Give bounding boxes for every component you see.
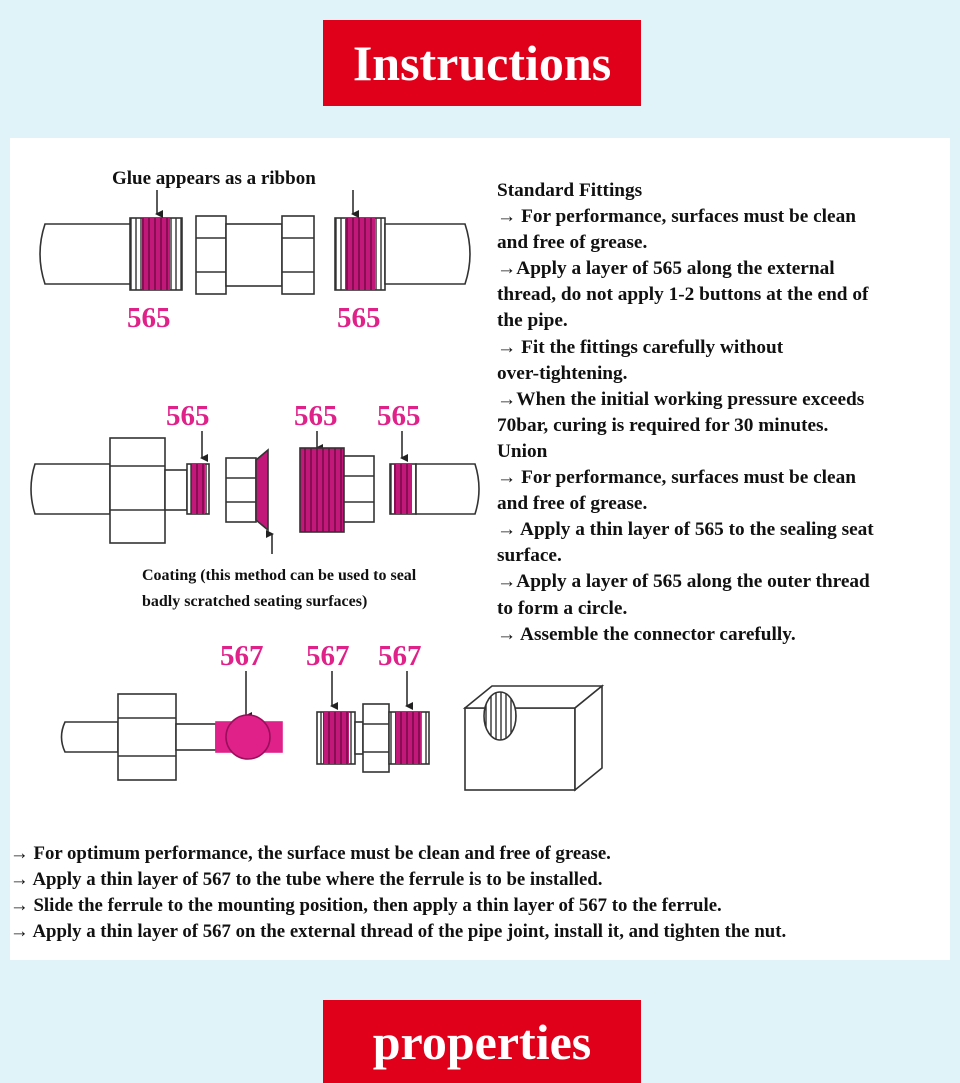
label-567-2: 567 bbox=[306, 640, 350, 672]
standard-fittings-title: Standard Fittings bbox=[497, 180, 643, 201]
label-565-union-2: 565 bbox=[294, 400, 338, 432]
label-565-union-1: 565 bbox=[166, 400, 210, 432]
instructions-banner bbox=[323, 20, 641, 106]
union-line: surface. bbox=[497, 545, 562, 567]
standard-line: → Fit the fittings carefully without bbox=[497, 336, 784, 358]
union-title: Union bbox=[497, 440, 548, 462]
label-565-right: 565 bbox=[337, 302, 381, 334]
union-nut bbox=[300, 448, 374, 532]
label-565-left: 565 bbox=[127, 302, 171, 334]
standard-line: 70bar, curing is required for 30 minutes. bbox=[497, 414, 829, 436]
ferrule-joint bbox=[317, 704, 429, 772]
label-565-union-3: 565 bbox=[377, 400, 421, 432]
properties-banner bbox=[323, 1000, 641, 1083]
threaded-block bbox=[465, 686, 602, 790]
coating-caption-line1: Coating (this method can be used to seal bbox=[142, 567, 417, 584]
standard-line: →When the initial working pressure exceeds bbox=[497, 388, 865, 410]
right-pipe bbox=[335, 218, 470, 290]
steps-block bbox=[497, 178, 952, 648]
standard-line: and free of grease. bbox=[497, 232, 648, 254]
union-pipe-left bbox=[31, 438, 209, 543]
ferrule-line: → Apply a thin layer of 567 on the external thread of the pipe joint, install it, and tighten the nut. bbox=[10, 921, 787, 943]
instructions-title: Instructions bbox=[352, 35, 612, 91]
standard-line: →Apply a layer of 565 along the external bbox=[497, 258, 835, 280]
union-line: →Apply a layer of 565 along the outer thread bbox=[497, 571, 870, 593]
ferrule-line: → Apply a thin layer of 567 to the tube where the ferrule is to be installed. bbox=[10, 869, 603, 891]
union-line: to form a circle. bbox=[497, 597, 628, 619]
label-567-3: 567 bbox=[378, 640, 422, 672]
union-line: → Apply a thin layer of 565 to the sealing seat bbox=[497, 519, 874, 541]
standard-line: thread, do not apply 1-2 buttons at the end of bbox=[497, 284, 869, 306]
standard-line: over-tightening. bbox=[497, 362, 628, 384]
coating-caption-line2: badly scratched seating surfaces) bbox=[142, 593, 368, 610]
left-pipe bbox=[40, 218, 182, 290]
union-line: and free of grease. bbox=[497, 493, 648, 515]
union-pipe-right bbox=[390, 464, 479, 514]
ferrule-line: → Slide the ferrule to the mounting position, then apply a thin layer of 567 to the ferrule. bbox=[10, 895, 722, 917]
ferrule-tube bbox=[62, 694, 283, 780]
coupling-fitting bbox=[196, 216, 314, 294]
properties-title: properties bbox=[372, 1013, 592, 1070]
standard-line: → For performance, surfaces must be clean bbox=[497, 206, 856, 228]
standard-line: the pipe. bbox=[497, 310, 568, 332]
label-567-1: 567 bbox=[220, 640, 264, 672]
union-line: → Assemble the connector carefully. bbox=[497, 623, 796, 645]
instructions-panel bbox=[10, 138, 950, 960]
ferrule-line: → For optimum performance, the surface must be clean and free of grease. bbox=[10, 843, 611, 864]
union-seat bbox=[226, 450, 268, 530]
ribbon-caption: Glue appears as a ribbon bbox=[112, 168, 316, 189]
union-line: → For performance, surfaces must be clean bbox=[497, 467, 856, 489]
ferrule-instructions bbox=[10, 841, 950, 945]
